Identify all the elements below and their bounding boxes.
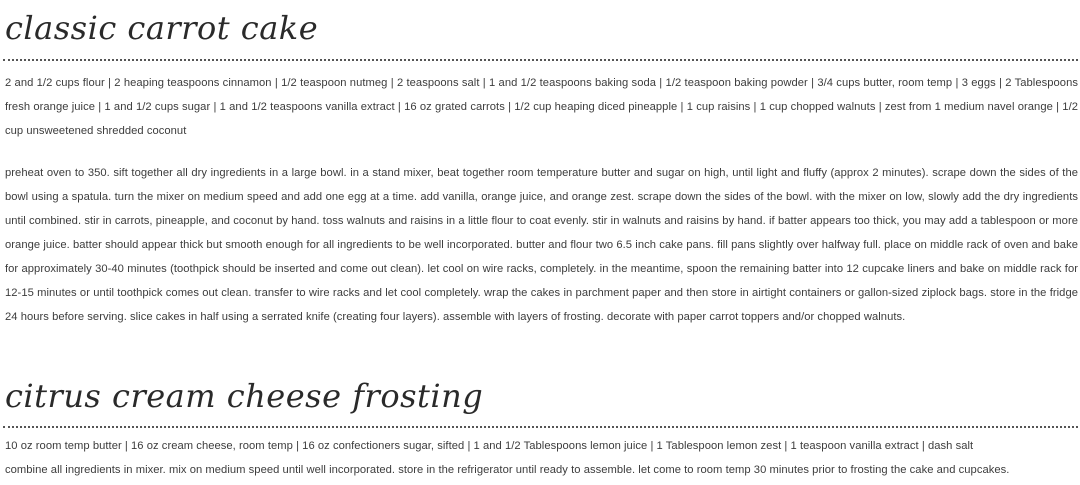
frosting-title: citrus cream cheese frosting: [5, 377, 484, 415]
frosting-title-divider: [3, 426, 1078, 428]
cake-title: classic carrot cake: [5, 9, 319, 47]
frosting-ingredients: 10 oz room temp butter | 16 oz cream cheese, room temp | 16 oz confectioners sugar, sifted | 1 and 1/2 Tablespoons lemon juice | 1 Tablespoon lemon zest | 1 teaspoon vanilla extract | dash salt: [5, 440, 974, 452]
cake-directions: preheat oven to 350. sift together all dry ingredients in a large bowl. in a stand mixer, beat together room temperature butter and sugar on high, until light and fluffy (approx 2 minutes). scrape down the sides of the bowl using a spatula. turn the mixer on medium speed and add one egg at a time. add vanilla, orange juice, and orange zest. scrape down the sides of the bowl. with the mixer on low, slowly add the dry ingredients until combined. stir in carrots, pineapple, and coconut by hand. toss walnuts and raisins in a little flour to coat evenly. stir in walnuts and raisins by hand. if batter appears too thick, you may add a tablespoon or more orange juice. batter should appear thick but smooth enough for all ingredients to be well incorporated. butter and flour two 6.5 inch cake pans. fill pans slightly over halfway full. place on middle rack of oven and bake for approximately 30-40 minutes (toothpick should be inserted and come out clean). let cool on wire racks, completely. in the meantime, spoon the remaining batter into 12 cupcake liners and bake on middle rack for 12-15 minutes or until toothpick comes out clean. transfer to wire racks and let cool completely. wrap the cakes in parchment paper and then store in airtight containers or gallon-sized ziplock bags. store in the fridge 24 hours before serving. slice cakes in half using a serrated knife (creating four layers). assemble with layers of frosting. decorate with paper carrot toppers and/or chopped walnuts.: [5, 167, 1078, 323]
frosting-directions: combine all ingredients in mixer. mix on medium speed until well incorporated. store in the refrigerator until ready to assemble. let come to room temp 30 minutes prior to frosting the cake and cupcakes.: [5, 464, 1010, 476]
cake-ingredients: 2 and 1/2 cups flour | 2 heaping teaspoons cinnamon | 1/2 teaspoon nutmeg | 2 teaspoons salt | 1 and 1/2 teaspoons baking soda | 1/2 teaspoon baking powder | 3/4 cups butter, room temp | 3 eggs | 2 Tablespoons fresh orange juice | 1 and 1/2 cups sugar | 1 and 1/2 teaspoons vanilla extract | 16 oz grated carrots | 1/2 cup heaping diced pineapple | 1 cup raisins | 1 cup chopped walnuts | zest from 1 medium navel orange | 1/2 cup unsweetened shredded coconut: [5, 77, 1078, 137]
cake-title-divider: [3, 59, 1078, 61]
